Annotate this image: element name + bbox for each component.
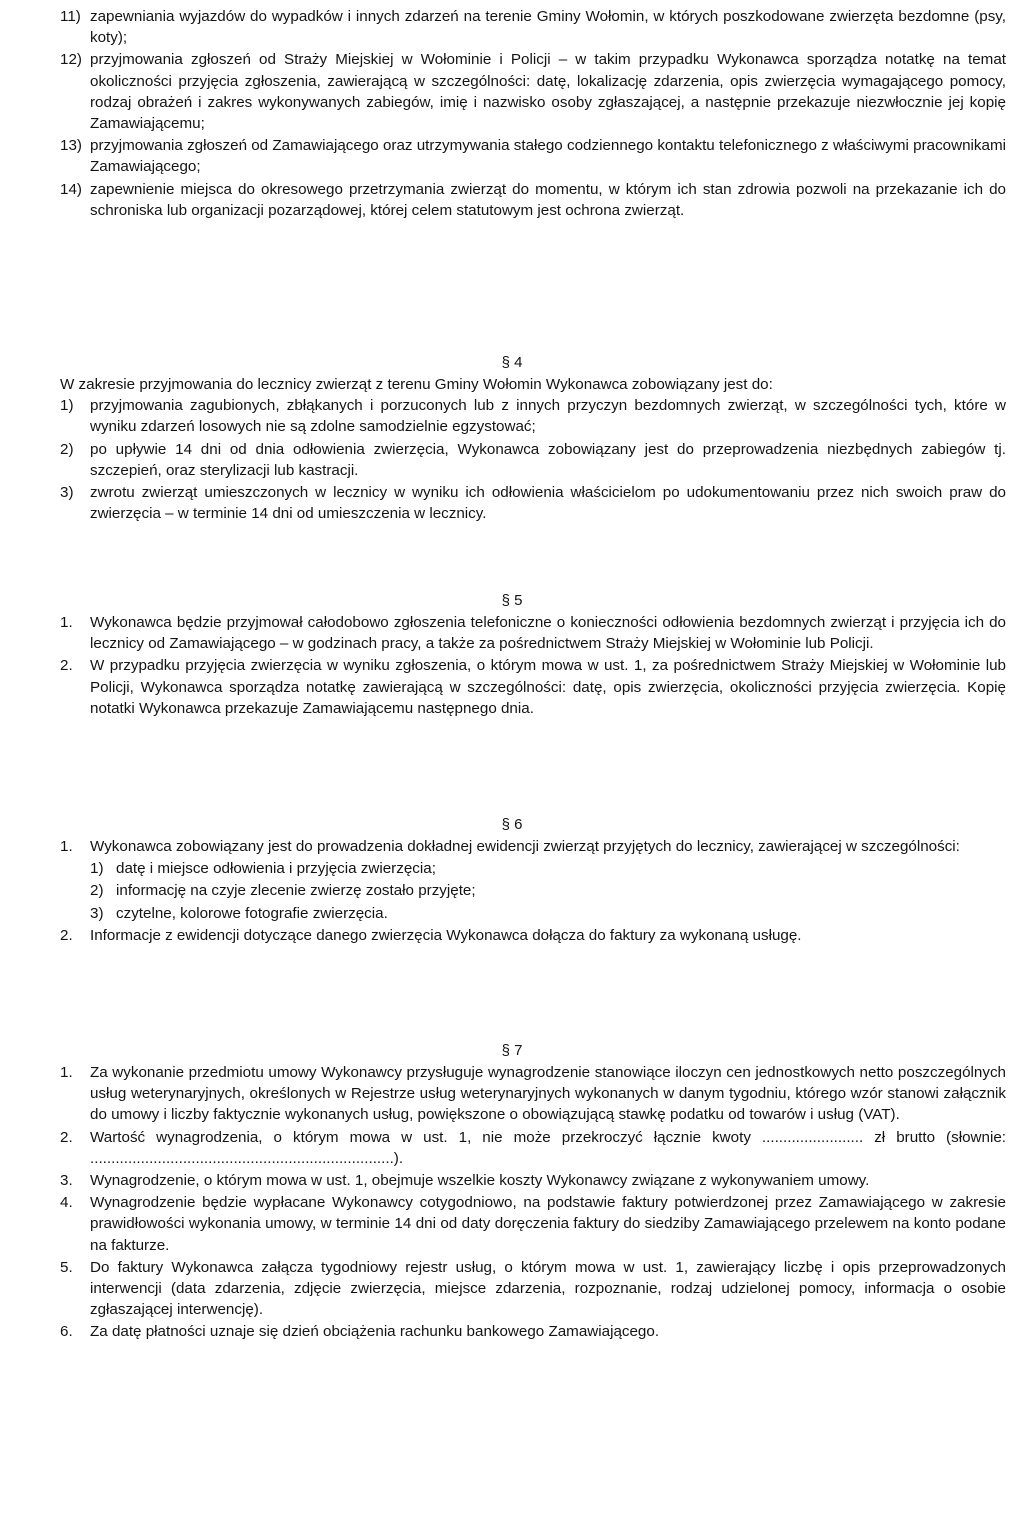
section-4-body	[60, 374, 1006, 525]
list-text: Za datę płatności uznaje się dzień obciążenia rachunku bankowego Zamawiającego.	[90, 1323, 660, 1341]
list-text: W przypadku przyjęcia zwierzęcia w wyniku zgłoszenia, o którym mowa w ust. 1, za pośrednictwem Straży Miejskiej w Wołominie lub Policji, Wykonawca sporządza notatkę zawierającą w szczególności: datę, opis zwierzęcia, okoliczności przyjęcia zwierzęcia. Kopię notatki Wykonawca przekazuje Zamawiającemu następnego dnia.	[90, 657, 1006, 717]
list-text: Wykonawca będzie przyjmował całodobowo zgłoszenia telefoniczne o konieczności odłowienia bezdomnych zwierząt i przyjęcia ich do lecznicy od Zamawiającego – w godzinach pracy, a także za pośrednictwem Straży Miejskiej w Wołominie lub Policji.	[90, 614, 1006, 653]
list-text: Za wykonanie przedmiotu umowy Wykonawcy przysługuje wynagrodzenie stanowiące iloczyn cen jednostkowych netto poszczególnych usług weterynaryjnych, określonych w Rejestrze usług weterynaryjnych wykonanych w danym tygodniu, którego wzór stanowi załącznik do umowy i liczby faktycznie wykonanych usług, powiększone o obowiązującą stawkę podatku od towarów i usług (VAT).	[90, 1064, 1006, 1124]
list-number: 11)	[60, 8, 81, 25]
list-text: Wynagrodzenie będzie wypłacane Wykonawcy cotygodniowo, na podstawie faktury potwierdzonej przez Zamawiającego w zakresie prawidłowości wykonania umowy, w terminie 14 dni od daty doręczenia faktury do siedziby Zamawiającego przelewem na konto podane na fakturze.	[90, 1194, 1006, 1254]
section-6-item-1	[60, 836, 1006, 857]
section-6-subitem-2	[90, 880, 1006, 901]
list-text: przyjmowania zagubionych, zbłąkanych i porzuconych lub z innych przyczyn bezdomnych zwierząt, w szczególności tych, które w wyniku zdarzeń losowych nie są zdolne samodzielnie egzystować;	[90, 397, 1006, 436]
list-text: zapewniania wyjazdów do wypadków i innych zdarzeń na terenie Gminy Wołomin, w których poszkodowane zwierzęta bezdomne (psy, koty);	[90, 8, 1006, 47]
list-number: 5.	[60, 1258, 73, 1276]
section-4-intro: W zakresie przyjmowania do lecznicy zwierząt z terenu Gminy Wołomin Wykonawca zobowiązany jest do:	[60, 376, 773, 393]
list-number: 13)	[60, 137, 82, 155]
section-6-item-2	[60, 925, 1006, 946]
list-number: 1.	[60, 838, 73, 855]
list-text: Wynagrodzenie, o którym mowa w ust. 1, obejmuje wszelkie koszty Wykonawcy związane z wykonywaniem umowy.	[90, 1172, 870, 1190]
list-number: 14)	[60, 180, 82, 198]
section-6-body	[60, 836, 1006, 947]
list-number: 1.	[60, 1064, 73, 1081]
list-number: 3)	[90, 904, 104, 922]
section-6-subitems	[90, 858, 1006, 924]
section-4-item-3	[60, 482, 1006, 524]
list-number: 6.	[60, 1323, 73, 1341]
section-heading-5: § 5	[501, 592, 523, 609]
list-number: 2)	[60, 440, 74, 458]
list-item-14	[60, 179, 1006, 221]
section-heading-6: § 6	[501, 816, 523, 833]
section-heading-7: § 7	[501, 1042, 523, 1059]
section-7-item-3	[60, 1170, 1006, 1191]
section-6-subitem-1	[90, 858, 1006, 879]
list-text: po upływie 14 dni od dnia odłowienia zwierzęcia, Wykonawca zobowiązany jest do przeprowadzenia niezbędnych zabiegów tj. szczepień, oraz sterylizacji lub kastracji.	[90, 440, 1006, 479]
list-text: zwrotu zwierząt umieszczonych w lecznicy w wyniku ich odłowienia właścicielom po udokumentowaniu przez nich swoich praw do zwierzęcia – w terminie 14 dni od umieszczenia w lecznicy.	[90, 484, 1006, 523]
section-5-body	[60, 612, 1006, 720]
list-text: datę i miejsce odłowienia i przyjęcia zwierzęcia;	[116, 860, 436, 878]
section-4-item-1	[60, 395, 1006, 437]
list-text: czytelne, kolorowe fotografie zwierzęcia.	[116, 904, 388, 922]
list-item-11	[60, 6, 1006, 48]
section-5-item-1	[60, 612, 1006, 654]
list-text: Informacje z ewidencji dotyczące danego zwierzęcia Wykonawca dołącza do faktury za wykonaną usługę.	[90, 926, 802, 944]
list-number: 3.	[60, 1172, 73, 1190]
section-6-subitem-3	[90, 903, 1006, 924]
section-heading-4: § 4	[501, 354, 523, 371]
section-7-item-1	[60, 1062, 1006, 1126]
list-number: 3)	[60, 484, 74, 502]
section-7-item-6	[60, 1321, 1006, 1342]
list-item-12	[60, 49, 1006, 134]
section-7-body	[60, 1062, 1006, 1344]
list-item-13	[60, 135, 1006, 177]
section-7-item-4	[60, 1192, 1006, 1256]
list-text: Wartość wynagrodzenia, o którym mowa w ust. 1, nie może przekroczyć łącznie kwoty ........................ zł brutto (słownie: ........................................................................).	[90, 1128, 1006, 1167]
list-number: 12)	[60, 51, 82, 69]
list-text: informację na czyje zlecenie zwierzę zostało przyjęte;	[116, 882, 476, 900]
list-text: zapewnienie miejsca do okresowego przetrzymania zwierząt do momentu, w którym ich stan zdrowia pozwoli na przekazanie ich do schroniska lub organizacji pozarządowej, której celem statutowym jest ochrona zwierząt.	[90, 180, 1006, 219]
list-text: przyjmowania zgłoszeń od Straży Miejskiej w Wołominie i Policji – w takim przypadku Wykonawca sporządza notatkę na temat okoliczności przyjęcia zgłoszenia, zawierającą w szczególności: datę, lokalizację zdarzenia, opis zwierzęcia wymagającego pomocy, rodzaj obrażeń i zakres wykonywanych zabiegów, imię i nazwisko osoby zgłaszającej, a następnie przekazuje niezwłocznie jej kopię Zamawiającemu;	[90, 51, 1006, 133]
list-number: 1)	[60, 397, 74, 415]
section-5-item-2	[60, 655, 1006, 719]
list-text: Do faktury Wykonawca załącza tygodniowy rejestr usług, o którym mowa w ust. 1, zawierający liczbę i opis przeprowadzonych interwencji (data zdarzenia, zdjęcie zwierzęcia, miejsce zdarzenia, rozpoznanie, rodzaj udzielonej pomocy, informacja o osobie zgłaszającej interwencję).	[90, 1258, 1006, 1319]
list-number: 4.	[60, 1194, 73, 1212]
section-4-item-2	[60, 439, 1006, 481]
list-number: 1)	[90, 860, 104, 878]
list-text: przyjmowania zgłoszeń od Zamawiającego oraz utrzymywania stałego codziennego kontaktu telefonicznego z właściwymi pracownikami Zamawiającego;	[90, 137, 1006, 176]
list-number: 2.	[60, 1128, 73, 1146]
list-number: 2)	[90, 882, 104, 900]
obligations-list-continued	[60, 6, 1006, 222]
list-number: 1.	[60, 614, 73, 631]
list-number: 2.	[60, 657, 73, 675]
section-7-item-2	[60, 1127, 1006, 1169]
section-7-item-5	[60, 1257, 1006, 1321]
list-text: Wykonawca zobowiązany jest do prowadzenia dokładnej ewidencji zwierząt przyjętych do lecznicy, zawierającej w szczególności:	[90, 838, 960, 855]
list-number: 2.	[60, 926, 73, 944]
